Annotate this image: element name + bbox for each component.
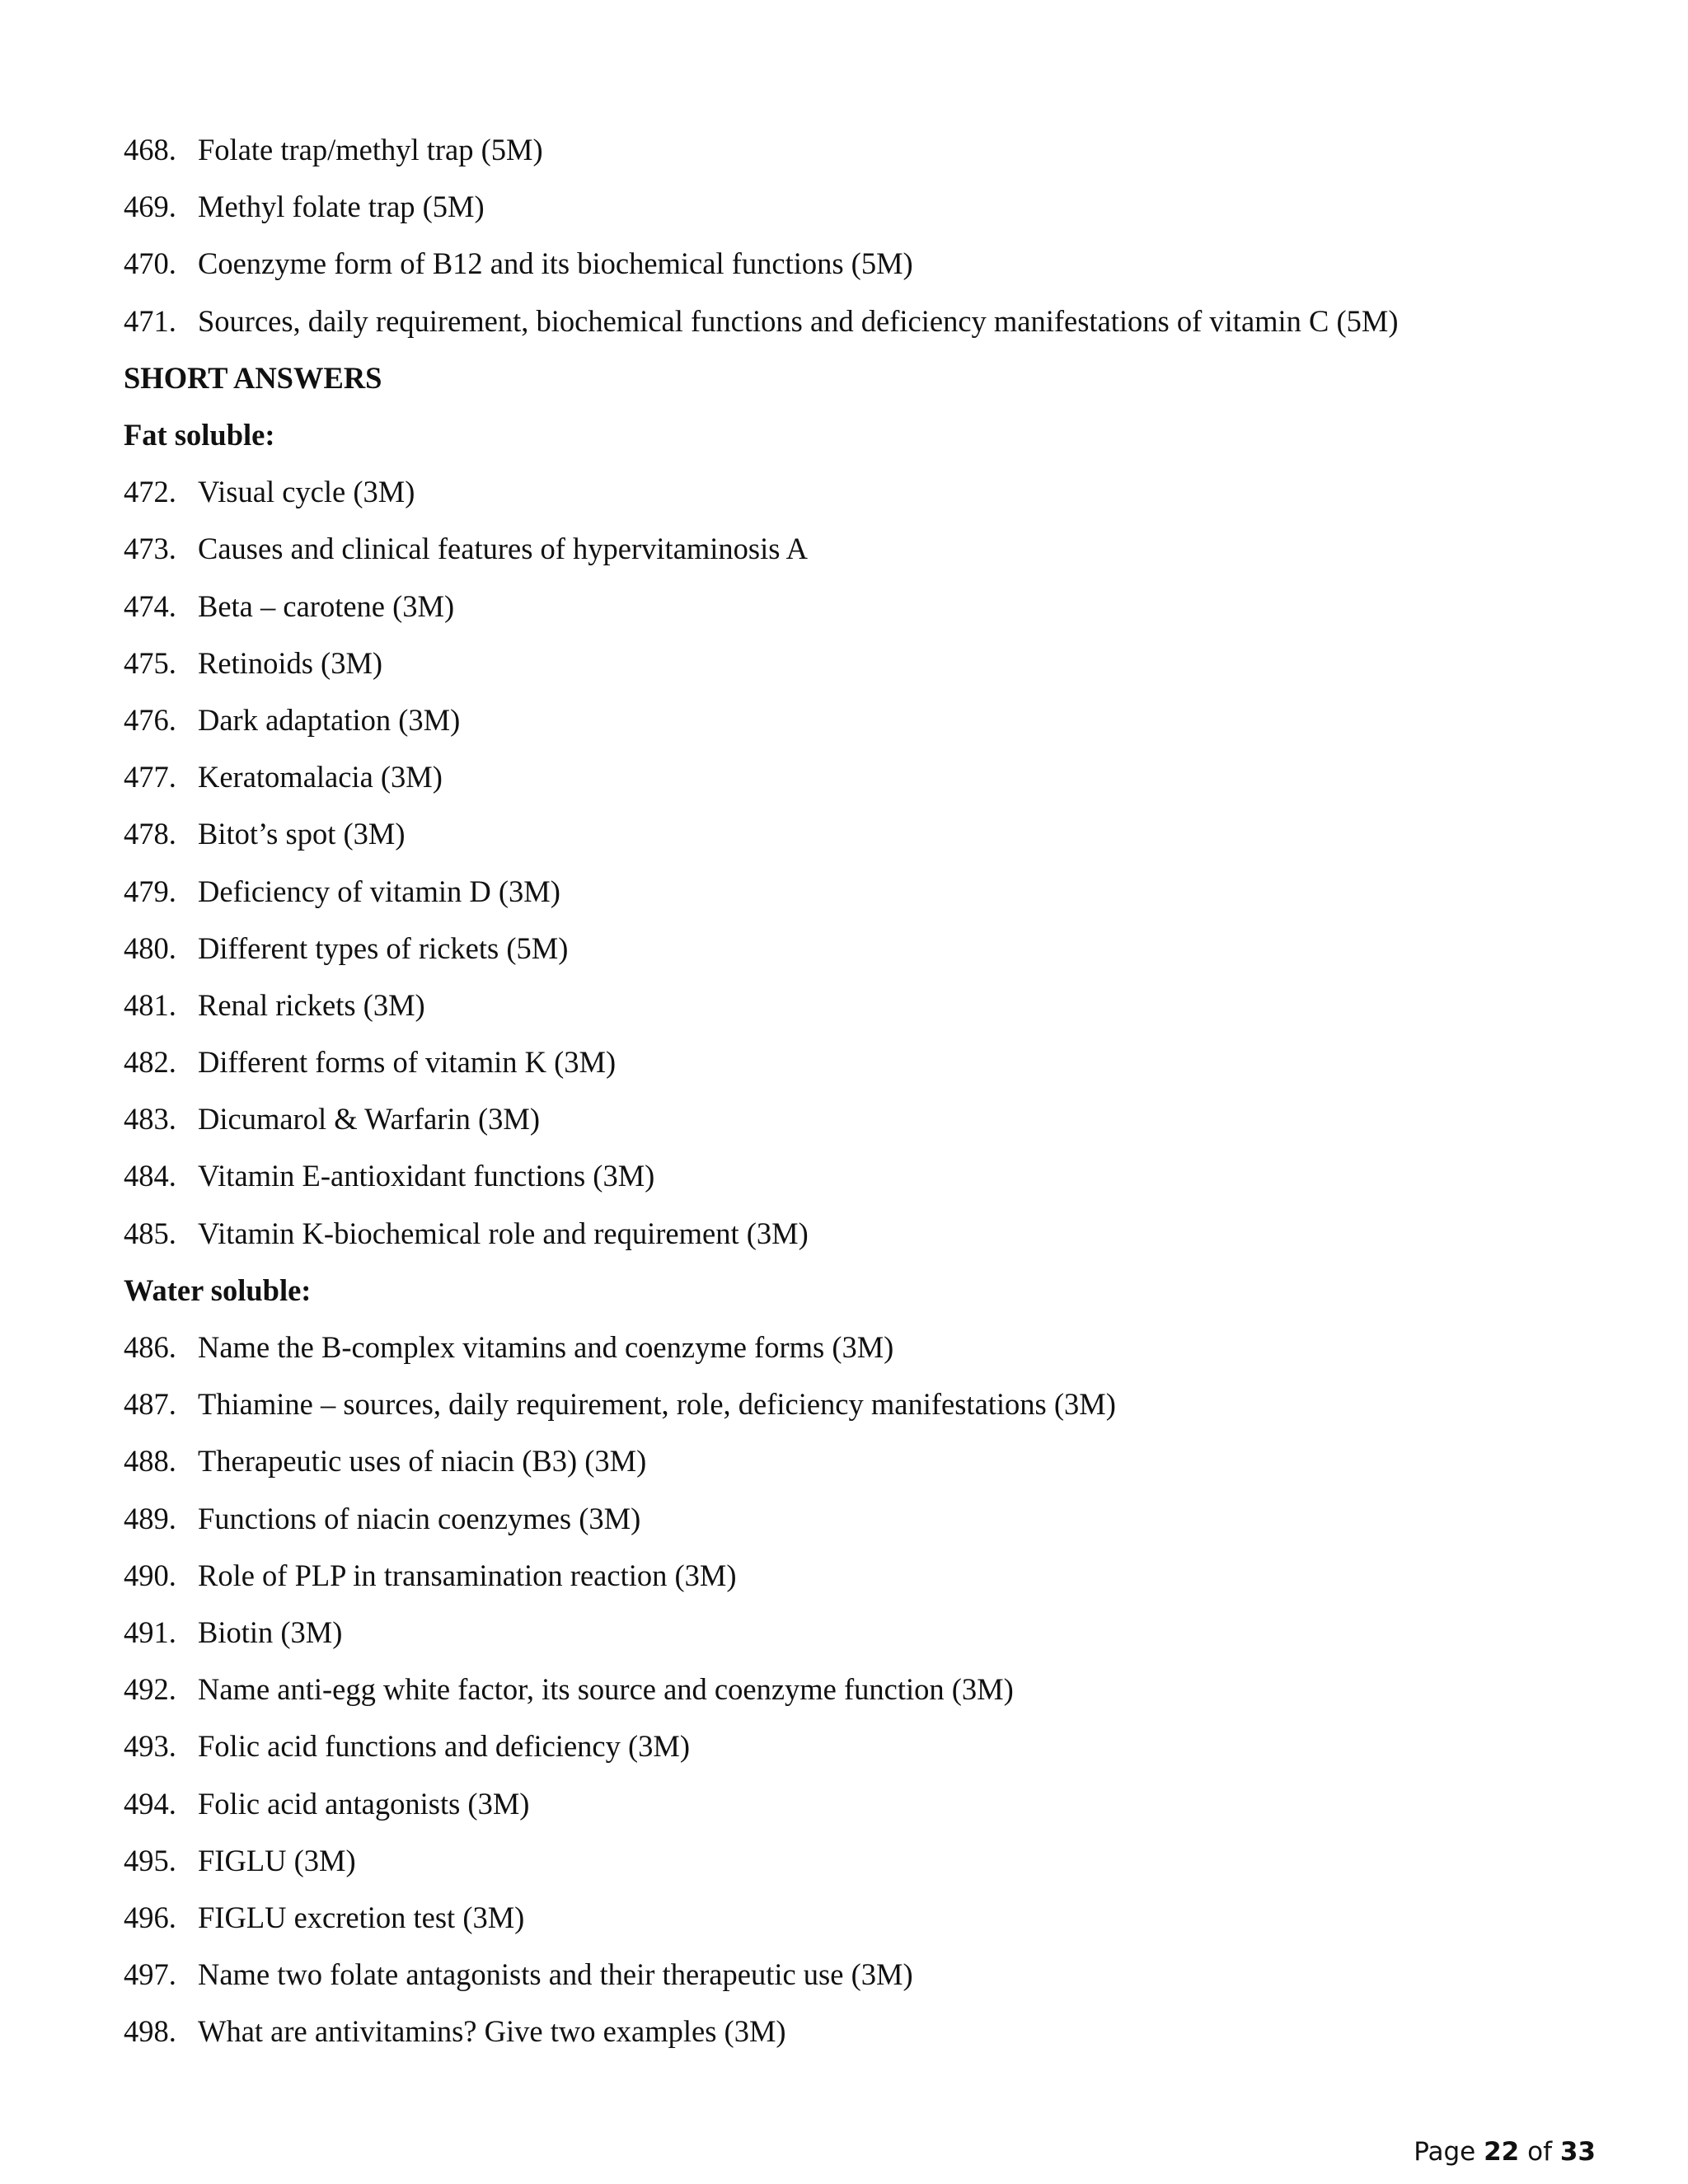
question-item [124, 805, 1591, 862]
question-item [124, 178, 1591, 235]
section-heading-text: SHORT ANSWERS [124, 360, 382, 395]
question-text: Folic acid functions and deficiency (3M) [198, 1729, 690, 1764]
question-text: Thiamine – sources, daily requirement, role, deficiency manifestations (3M) [198, 1387, 1116, 1422]
footer-page-total: 33 [1559, 2137, 1596, 2167]
question-number: 468. [124, 133, 176, 167]
question-text: Bitot’s spot (3M) [198, 817, 406, 851]
question-number: 469. [124, 190, 176, 224]
question-item [124, 1718, 1591, 1774]
question-text: Deficiency of vitamin D (3M) [198, 874, 560, 908]
question-text: FIGLU (3M) [198, 1843, 356, 1877]
question-item [124, 691, 1591, 748]
question-number: 491. [124, 1615, 176, 1649]
question-number: 484. [124, 1159, 176, 1193]
question-text: Folate trap/methyl trap (5M) [198, 133, 543, 167]
question-number: 496. [124, 1900, 176, 1934]
section-heading-text: Fat soluble: [124, 418, 275, 452]
question-number: 480. [124, 930, 176, 965]
question-item [124, 1319, 1591, 1376]
question-item [124, 1147, 1591, 1204]
question-text: Beta – carotene (3M) [198, 588, 455, 623]
question-number: 481. [124, 987, 176, 1022]
question-text: Dark adaptation (3M) [198, 702, 461, 737]
footer-of-word: of [1527, 2137, 1552, 2167]
question-text: Causes and clinical features of hypervitaminosis A [198, 532, 808, 566]
question-text: Biotin (3M) [198, 1615, 343, 1649]
question-number: 490. [124, 1558, 176, 1592]
question-item [124, 1205, 1591, 1262]
question-item [124, 578, 1591, 635]
question-list [124, 121, 1591, 2060]
question-item [124, 520, 1591, 577]
footer-page-number: 22 [1484, 2137, 1520, 2167]
question-number: 498. [124, 2014, 176, 2049]
question-item [124, 635, 1591, 691]
question-text: Retinoids (3M) [198, 645, 383, 680]
question-number: 497. [124, 1957, 176, 1992]
question-text: Name two folate antagonists and their therapeutic use (3M) [198, 1957, 913, 1992]
footer-page-word: Page [1414, 2137, 1476, 2167]
question-number: 473. [124, 532, 176, 566]
question-text: Role of PLP in transamination reaction (3M) [198, 1558, 737, 1592]
question-text: Functions of niacin coenzymes (3M) [198, 1501, 641, 1535]
question-number: 475. [124, 645, 176, 680]
question-text: Vitamin E-antioxidant functions (3M) [198, 1159, 655, 1193]
question-text: FIGLU excretion test (3M) [198, 1900, 525, 1934]
question-number: 494. [124, 1786, 176, 1821]
question-item [124, 1832, 1591, 1889]
section-heading-text: Water soluble: [124, 1272, 312, 1307]
question-item [124, 1033, 1591, 1090]
question-text: Vitamin K-biochemical role and requirement (3M) [198, 1216, 809, 1250]
question-item [124, 748, 1591, 805]
question-number: 487. [124, 1387, 176, 1422]
question-item [124, 235, 1591, 292]
question-number: 482. [124, 1045, 176, 1080]
question-item [124, 862, 1591, 919]
question-item [124, 1376, 1591, 1432]
question-number: 474. [124, 588, 176, 623]
question-text: Different types of rickets (5M) [198, 930, 569, 965]
question-item [124, 463, 1591, 520]
question-text: Therapeutic uses of niacin (B3) (3M) [198, 1444, 647, 1479]
question-number: 471. [124, 303, 176, 338]
question-number: 495. [124, 1843, 176, 1877]
question-text: Keratomalacia (3M) [198, 760, 443, 794]
question-number: 493. [124, 1729, 176, 1764]
question-number: 479. [124, 874, 176, 908]
question-item [124, 121, 1591, 178]
question-number: 476. [124, 702, 176, 737]
question-item [124, 1889, 1591, 1946]
question-item [124, 1432, 1591, 1489]
section-heading [124, 1262, 1591, 1319]
question-item [124, 1946, 1591, 2003]
question-number: 470. [124, 246, 176, 281]
question-item [124, 293, 1591, 349]
question-item [124, 1774, 1591, 1831]
question-text: Sources, daily requirement, biochemical functions and deficiency manifestations of vitamin C (5M) [198, 303, 1399, 338]
question-text: Visual cycle (3M) [198, 475, 415, 509]
page-footer [1414, 2137, 1596, 2167]
question-text: What are antivitamins? Give two examples (3M) [198, 2014, 786, 2049]
question-text: Folic acid antagonists (3M) [198, 1786, 530, 1821]
question-number: 483. [124, 1102, 176, 1137]
question-number: 489. [124, 1501, 176, 1535]
question-item [124, 1661, 1591, 1718]
question-item [124, 1604, 1591, 1661]
question-text: Different forms of vitamin K (3M) [198, 1045, 617, 1080]
question-number: 472. [124, 475, 176, 509]
section-heading [124, 349, 1591, 406]
question-item [124, 1490, 1591, 1547]
question-item [124, 2003, 1591, 2060]
question-text: Coenzyme form of B12 and its biochemical functions (5M) [198, 246, 913, 281]
question-number: 485. [124, 1216, 176, 1250]
question-text: Name anti-egg white factor, its source and coenzyme function (3M) [198, 1672, 1014, 1707]
question-item [124, 977, 1591, 1033]
section-heading [124, 406, 1591, 463]
question-text: Name the B-complex vitamins and coenzyme forms (3M) [198, 1330, 894, 1365]
question-number: 486. [124, 1330, 176, 1365]
question-number: 477. [124, 760, 176, 794]
question-item [124, 1547, 1591, 1604]
question-text: Dicumarol & Warfarin (3M) [198, 1102, 540, 1137]
question-number: 488. [124, 1444, 176, 1479]
question-text: Methyl folate trap (5M) [198, 190, 485, 224]
question-item [124, 1090, 1591, 1147]
question-item [124, 920, 1591, 977]
question-number: 492. [124, 1672, 176, 1707]
question-number: 478. [124, 817, 176, 851]
question-text: Renal rickets (3M) [198, 987, 425, 1022]
